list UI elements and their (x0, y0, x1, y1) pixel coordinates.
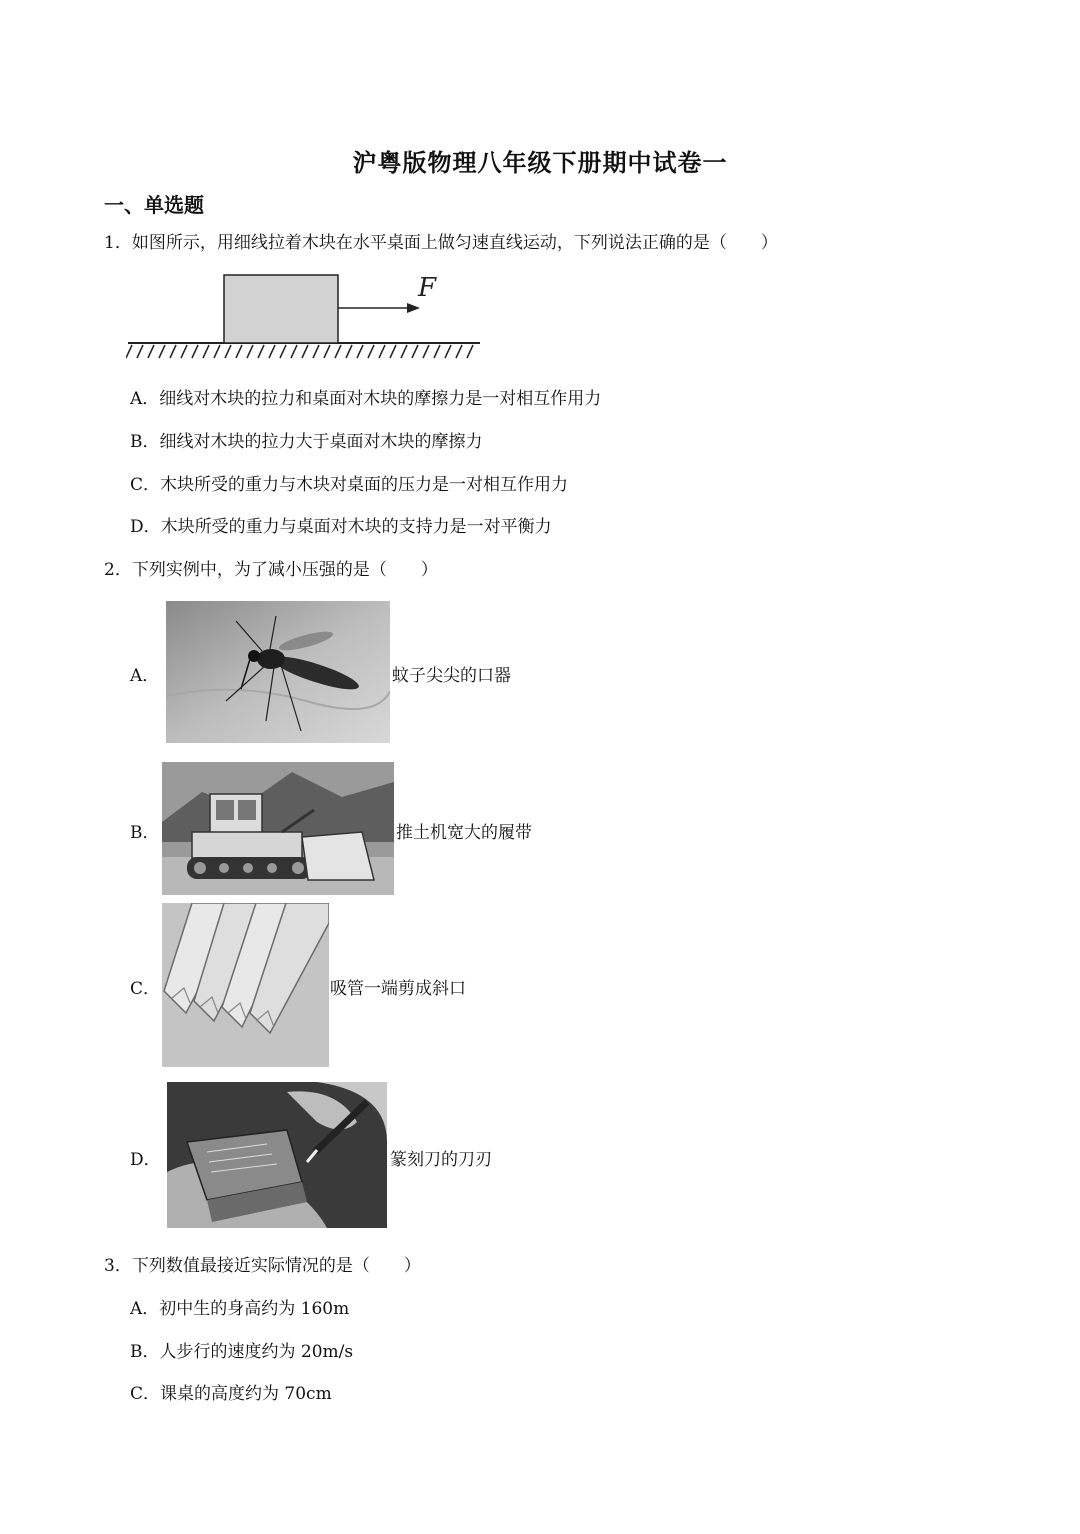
q2-option-d-caption: 篆刻刀的刀刃 (390, 1150, 492, 1170)
q2-option-a-caption: 蚊子尖尖的口器 (392, 666, 511, 686)
wooden-block (224, 275, 338, 343)
force-label: F (418, 273, 437, 303)
q2-option-c-caption: 吸管一端剪成斜口 (330, 979, 466, 999)
carving-knife-photo (167, 1082, 387, 1228)
question-2-stem: 2．下列实例中，为了减小压强的是（ ） (104, 560, 438, 580)
bulldozer-photo (162, 762, 394, 895)
section-heading: 一、单选题 (104, 193, 204, 217)
q1-option-a: A．细线对木块的拉力和桌面对木块的摩擦力是一对相互作用力 (130, 389, 602, 409)
straws-photo (162, 903, 329, 1067)
q2-option-b-letter: B． (130, 823, 160, 843)
question-3-stem: 3．下列数值最接近实际情况的是（ ） (104, 1256, 421, 1276)
q3-option-b: B．人步行的速度约为 20m/s (130, 1342, 354, 1362)
question-1-stem: 1．如图所示，用细线拉着木块在水平桌面上做匀速直线运动，下列说法正确的是（ ） (104, 233, 778, 253)
q2-option-c-letter: C． (130, 979, 161, 999)
q1-option-b: B．细线对木块的拉力大于桌面对木块的摩擦力 (130, 432, 483, 452)
page-title: 沪粤版物理八年级下册期中试卷一 (352, 149, 728, 177)
block-on-table-figure (126, 265, 486, 365)
q3-option-c: C．课桌的高度约为 70cm (130, 1384, 332, 1404)
q2-option-b-caption: 推土机宽大的履带 (396, 823, 532, 843)
mosquito-photo (166, 601, 390, 743)
q2-option-d-letter: D． (130, 1150, 161, 1170)
force-arrowhead-icon (407, 303, 420, 313)
q2-option-a-letter: A． (130, 666, 160, 686)
q1-option-d: D．木块所受的重力与桌面对木块的支持力是一对平衡力 (130, 517, 552, 537)
q3-option-a: A．初中生的身高约为 160m (130, 1299, 350, 1319)
q1-option-c: C．木块所受的重力与木块对桌面的压力是一对相互作用力 (130, 475, 569, 495)
table-surface (126, 343, 480, 358)
